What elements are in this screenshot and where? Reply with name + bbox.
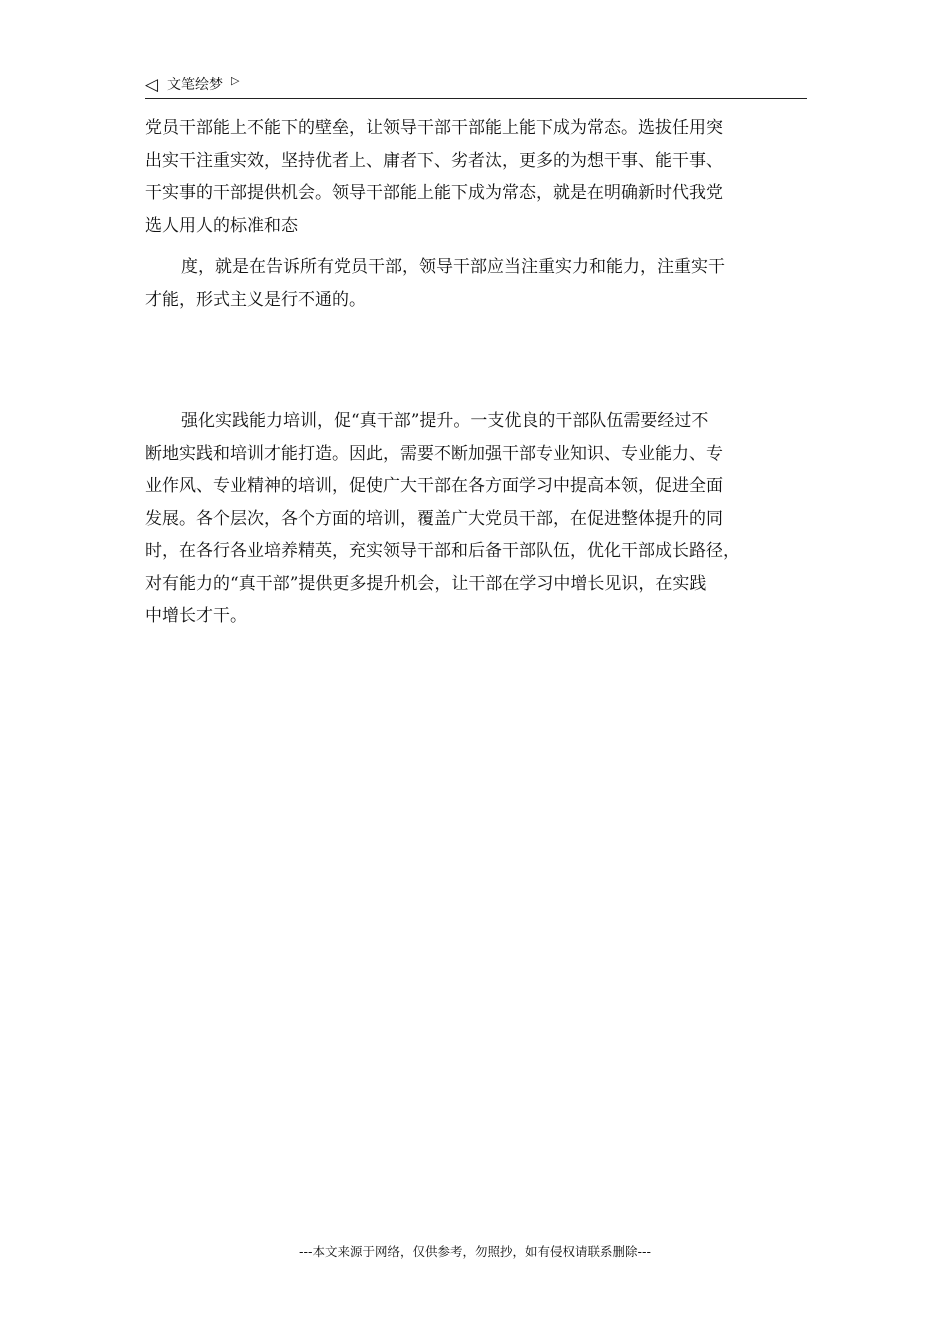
paragraph-line: 时，在各行各业培养精英，充实领导干部和后备干部队伍，优化干部成长路径，	[145, 541, 740, 561]
paragraph-line: 强化实践能力培训，促“真干部”提升。一支优良的干部队伍需要经过不	[181, 411, 709, 431]
paragraph-line: 业作风、专业精神的培训，促使广大干部在各方面学习中提高本领，促进全面	[145, 476, 723, 496]
paragraph-line: 选人用人的标准和态	[145, 215, 298, 236]
paragraph-1	[145, 112, 807, 242]
header-title: 文笔绘梦	[167, 77, 223, 93]
page-header	[145, 72, 807, 99]
paragraph-line: 度，就是在告诉所有党员干部，领导干部应当注重实力和能力，注重实干	[181, 257, 725, 277]
left-triangle-icon: ◁	[145, 75, 159, 95]
paragraph-line: 出实干注重实效，坚持优者上、庸者下、劣者汰，更多的为想干事、能干事、	[145, 150, 723, 171]
paragraph-line: 发展。各个层次，各个方面的培训，覆盖广大党员干部，在促进整体提升的同	[145, 508, 723, 529]
paragraph-line: 党员干部能上不能下的壁垒，让领导干部干部能上能下成为常态。选拔任用突	[145, 118, 723, 138]
paragraph-line: 断地实践和培训才能打造。因此，需要不断加强干部专业知识、专业能力、专	[145, 443, 723, 464]
paragraph-line: 才能，形式主义是行不通的。	[145, 289, 366, 310]
footer-disclaimer: ---本文来源于网络，仅供参考，勿照抄，如有侵权请联系删除---	[298, 1244, 652, 1259]
paragraph-2	[145, 251, 807, 316]
paragraph-line: 干实事的干部提供机会。领导干部能上能下成为常态，就是在明确新时代我党	[145, 183, 723, 203]
paragraph-line: 对有能力的“真干部”提供更多提升机会，让干部在学习中增长见识，在实践	[145, 573, 707, 594]
paragraph-3	[145, 405, 807, 633]
paragraph-line: 中增长才干。	[145, 606, 247, 626]
right-triangle-icon: ▷	[231, 74, 240, 87]
